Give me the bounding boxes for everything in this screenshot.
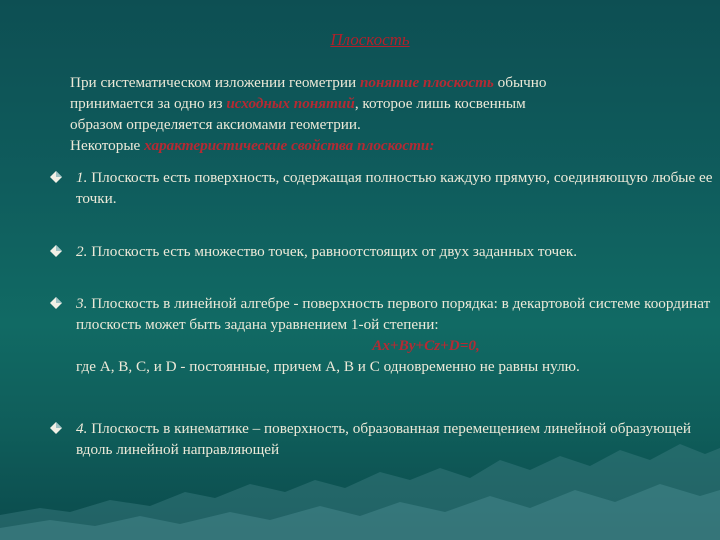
diamond-bullet-icon (50, 245, 62, 257)
list-item: 3. Плоскость в линейной алгебре - поверхность первого порядка: в декартовой системе координат плоскость может быть задана уравнением 1-ой степени: Ax+By+Cz+D=0, где A, B, C, и D - постоянные, причем A, B и C одновременно не равны нулю. (76, 293, 716, 377)
plane-equation: Ax+By+Cz+D=0, (372, 337, 480, 354)
slide-title: Плоскость (330, 30, 410, 49)
concept-plane-emphasis: понятие плоскость (359, 74, 494, 91)
intro-line-3: образом определяется аксиомами геометрии. (70, 116, 361, 133)
list-item: 2. Плоскость есть множество точек, равноотстоящих от двух заданных точек. (76, 243, 578, 260)
intro-line-4: Некоторые характеристические свойства плоскости: (70, 137, 435, 154)
diamond-bullet-icon (50, 171, 62, 183)
intro-paragraph (70, 72, 710, 156)
diamond-bullet-icon (50, 297, 62, 309)
intro-line-2: принимается за одно из исходных понятий, которое лишь косвенным (70, 95, 526, 112)
diamond-bullet-icon (50, 422, 62, 434)
list-item: 4. Плоскость в кинематике – поверхность, образованная перемещением линейной образующей вдоль линейной направляющей (76, 420, 691, 458)
equation-note: где A, B, C, и D - постоянные, причем A, B и C одновременно не равны нулю. (76, 358, 580, 375)
intro-line-1: При систематическом изложении геометрии понятие плоскость обычно (70, 74, 547, 91)
list-item: 1. Плоскость есть поверхность, содержащая полностью каждую прямую, соединяющую любые ее точки. (76, 169, 713, 207)
properties-emphasis: характеристические свойства плоскости: (144, 137, 435, 154)
initial-concepts-emphasis: исходных понятий (226, 95, 355, 112)
